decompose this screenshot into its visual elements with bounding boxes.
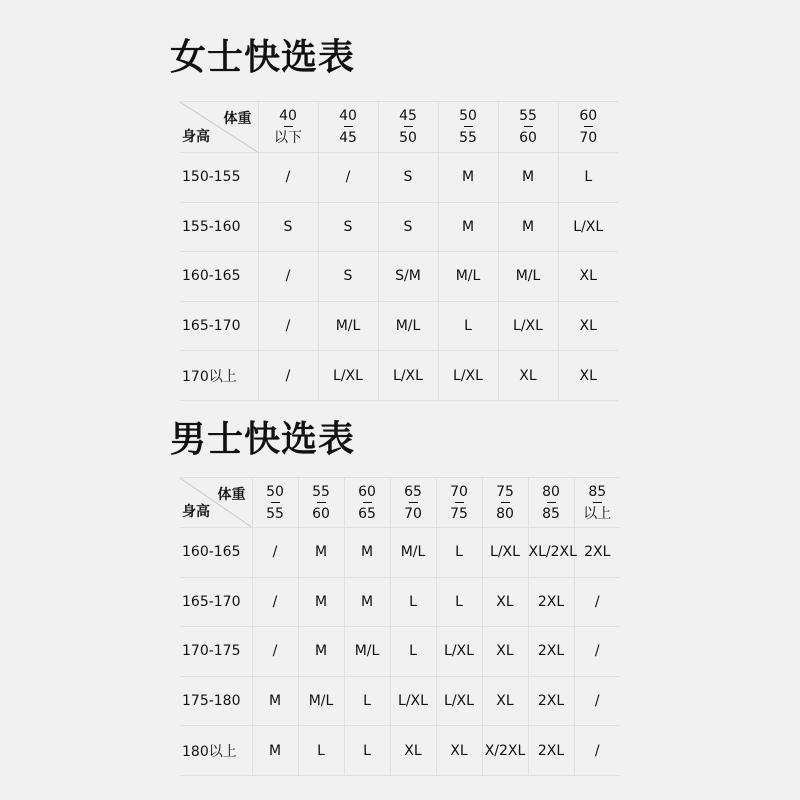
- range-dash: [404, 126, 413, 127]
- size-cell: S: [378, 153, 438, 203]
- women-section-title: 女士快选表: [170, 37, 356, 78]
- range-dash: [547, 502, 556, 503]
- height-header-label: 身高: [182, 129, 210, 145]
- size-cell: M: [498, 153, 558, 203]
- height-range-label: 175-180: [180, 676, 252, 726]
- table-row: [180, 351, 618, 401]
- men-section-title: 男士快选表: [170, 419, 356, 460]
- weight-range-end: 以下: [274, 130, 302, 146]
- size-cell: /: [258, 351, 318, 401]
- size-cell: /: [258, 153, 318, 203]
- size-cell: 2XL: [528, 676, 574, 726]
- size-cell: X/2XL: [482, 726, 528, 776]
- women-size-table: [180, 101, 618, 401]
- size-cell: /: [574, 627, 620, 677]
- size-cell: S: [318, 202, 378, 252]
- size-cell: L: [558, 153, 618, 203]
- weight-range-end: 50: [399, 130, 417, 146]
- size-cell: M: [344, 577, 390, 627]
- size-cell: L/XL: [558, 202, 618, 252]
- men-size-table: [180, 477, 620, 776]
- range-dash: [284, 126, 293, 127]
- weight-range-header: [318, 102, 378, 153]
- size-cell: L/XL: [318, 351, 378, 401]
- range-dash: [593, 502, 602, 503]
- size-cell: L: [390, 627, 436, 677]
- size-cell: L: [298, 726, 344, 776]
- height-range-label: 150-155: [180, 153, 258, 203]
- size-cell: L/XL: [436, 627, 482, 677]
- size-cell: XL: [558, 351, 618, 401]
- height-range-label: 160-165: [180, 528, 252, 578]
- height-range-label: 165-170: [180, 301, 258, 351]
- size-cell: M/L: [498, 252, 558, 302]
- size-cell: /: [318, 153, 378, 203]
- weight-range-header: [344, 478, 390, 528]
- size-cell: /: [258, 252, 318, 302]
- weight-range-end: 65: [358, 505, 376, 522]
- weight-range-header: [574, 478, 620, 528]
- weight-range-header: [298, 478, 344, 528]
- size-cell: M: [298, 577, 344, 627]
- weight-header-label: 体重: [217, 487, 246, 503]
- size-cell: XL: [482, 676, 528, 726]
- size-cell: S: [318, 252, 378, 302]
- weight-range-start: 45: [399, 108, 417, 124]
- weight-range-start: 80: [542, 483, 560, 500]
- weight-range-end: 70: [579, 130, 598, 146]
- weight-range-start: 55: [312, 483, 330, 500]
- weight-range-header: [378, 102, 438, 153]
- size-cell: /: [252, 528, 298, 578]
- size-cell: 2XL: [528, 726, 574, 776]
- size-cell: L/XL: [390, 676, 436, 726]
- table-row: [180, 676, 620, 726]
- weight-range-header: [558, 102, 618, 153]
- height-range-label: 170以上: [180, 351, 258, 401]
- size-cell: /: [258, 301, 318, 351]
- size-cell: XL: [482, 627, 528, 677]
- weight-range-end: 80: [496, 505, 514, 522]
- weight-range-start: 55: [519, 108, 537, 124]
- table-row: [180, 301, 618, 351]
- range-dash: [584, 126, 593, 127]
- size-cell: XL/2XL: [528, 528, 574, 578]
- weight-range-header: [498, 102, 558, 153]
- size-cell: M: [344, 528, 390, 578]
- height-header-label: 身高: [182, 504, 210, 520]
- weight-range-header: [482, 478, 528, 528]
- size-cell: XL: [558, 301, 618, 351]
- size-cell: L: [436, 577, 482, 627]
- range-dash: [524, 126, 533, 127]
- weight-range-start: 65: [404, 483, 422, 500]
- corner-header-cell: [180, 102, 258, 153]
- size-cell: S: [378, 202, 438, 252]
- size-cell: L/XL: [438, 351, 498, 401]
- weight-range-end: 60: [519, 130, 537, 146]
- range-dash: [317, 502, 326, 503]
- size-cell: 2XL: [528, 577, 574, 627]
- weight-range-start: 40: [339, 108, 357, 124]
- size-cell: M: [438, 153, 498, 203]
- range-dash: [363, 502, 372, 503]
- height-range-label: 180以上: [180, 726, 252, 776]
- weight-range-end: 45: [339, 130, 357, 146]
- size-cell: M/L: [298, 676, 344, 726]
- corner-header-cell: [180, 478, 252, 528]
- weight-range-header: [258, 102, 318, 153]
- size-cell: /: [574, 676, 620, 726]
- table-row: [180, 252, 618, 302]
- range-dash: [501, 502, 510, 503]
- size-cell: L: [344, 726, 390, 776]
- range-dash: [271, 502, 280, 503]
- weight-range-end: 75: [450, 505, 468, 522]
- table-row: [180, 153, 618, 203]
- weight-range-header: [252, 478, 298, 528]
- size-cell: L: [438, 301, 498, 351]
- weight-range-start: 60: [358, 483, 376, 500]
- weight-header-label: 体重: [223, 111, 252, 127]
- size-cell: L/XL: [482, 528, 528, 578]
- weight-range-end: 55: [266, 505, 284, 522]
- size-cell: XL: [482, 577, 528, 627]
- weight-range-start: 50: [459, 108, 477, 124]
- weight-range-start: 85: [588, 483, 607, 500]
- range-dash: [344, 126, 353, 127]
- table-header-row: [180, 102, 618, 153]
- size-cell: L/XL: [498, 301, 558, 351]
- size-cell: L: [436, 528, 482, 578]
- size-cell: L: [344, 676, 390, 726]
- weight-range-header: [390, 478, 436, 528]
- table-row: [180, 528, 620, 578]
- size-cell: M: [438, 202, 498, 252]
- size-cell: /: [252, 627, 298, 677]
- weight-range-start: 40: [279, 108, 297, 124]
- size-cell: L: [390, 577, 436, 627]
- size-cell: XL: [498, 351, 558, 401]
- size-cell: M/L: [438, 252, 498, 302]
- weight-range-start: 70: [450, 483, 468, 500]
- size-cell: XL: [436, 726, 482, 776]
- weight-range-header: [436, 478, 482, 528]
- weight-range-end: 以上: [583, 505, 612, 522]
- size-cell: 2XL: [528, 627, 574, 677]
- table-row: [180, 202, 618, 252]
- weight-range-end: 85: [542, 505, 560, 522]
- size-cell: 2XL: [574, 528, 620, 578]
- weight-range-start: 75: [496, 483, 514, 500]
- size-cell: M/L: [318, 301, 378, 351]
- size-cell: L/XL: [378, 351, 438, 401]
- table-row: [180, 577, 620, 627]
- size-cell: XL: [390, 726, 436, 776]
- range-dash: [455, 502, 464, 503]
- weight-range-start: 60: [579, 108, 598, 124]
- table-header-row: [180, 478, 620, 528]
- size-cell: M/L: [390, 528, 436, 578]
- weight-range-end: 70: [404, 505, 422, 522]
- size-cell: M/L: [378, 301, 438, 351]
- weight-range-end: 55: [459, 130, 477, 146]
- range-dash: [409, 502, 418, 503]
- height-range-label: 170-175: [180, 627, 252, 677]
- height-range-label: 155-160: [180, 202, 258, 252]
- size-cell: XL: [558, 252, 618, 302]
- height-range-label: 160-165: [180, 252, 258, 302]
- size-cell: S: [258, 202, 318, 252]
- weight-range-start: 50: [266, 483, 284, 500]
- size-cell: /: [574, 577, 620, 627]
- table-row: [180, 627, 620, 677]
- size-cell: L/XL: [436, 676, 482, 726]
- size-cell: S/M: [378, 252, 438, 302]
- size-cell: /: [252, 577, 298, 627]
- size-cell: M: [298, 528, 344, 578]
- size-cell: M: [498, 202, 558, 252]
- size-cell: M: [252, 726, 298, 776]
- size-cell: M: [298, 627, 344, 677]
- weight-range-header: [438, 102, 498, 153]
- height-range-label: 165-170: [180, 577, 252, 627]
- size-cell: M/L: [344, 627, 390, 677]
- weight-range-end: 60: [312, 505, 330, 522]
- size-cell: M: [252, 676, 298, 726]
- size-cell: /: [574, 726, 620, 776]
- table-row: [180, 726, 620, 776]
- weight-range-header: [528, 478, 574, 528]
- range-dash: [464, 126, 473, 127]
